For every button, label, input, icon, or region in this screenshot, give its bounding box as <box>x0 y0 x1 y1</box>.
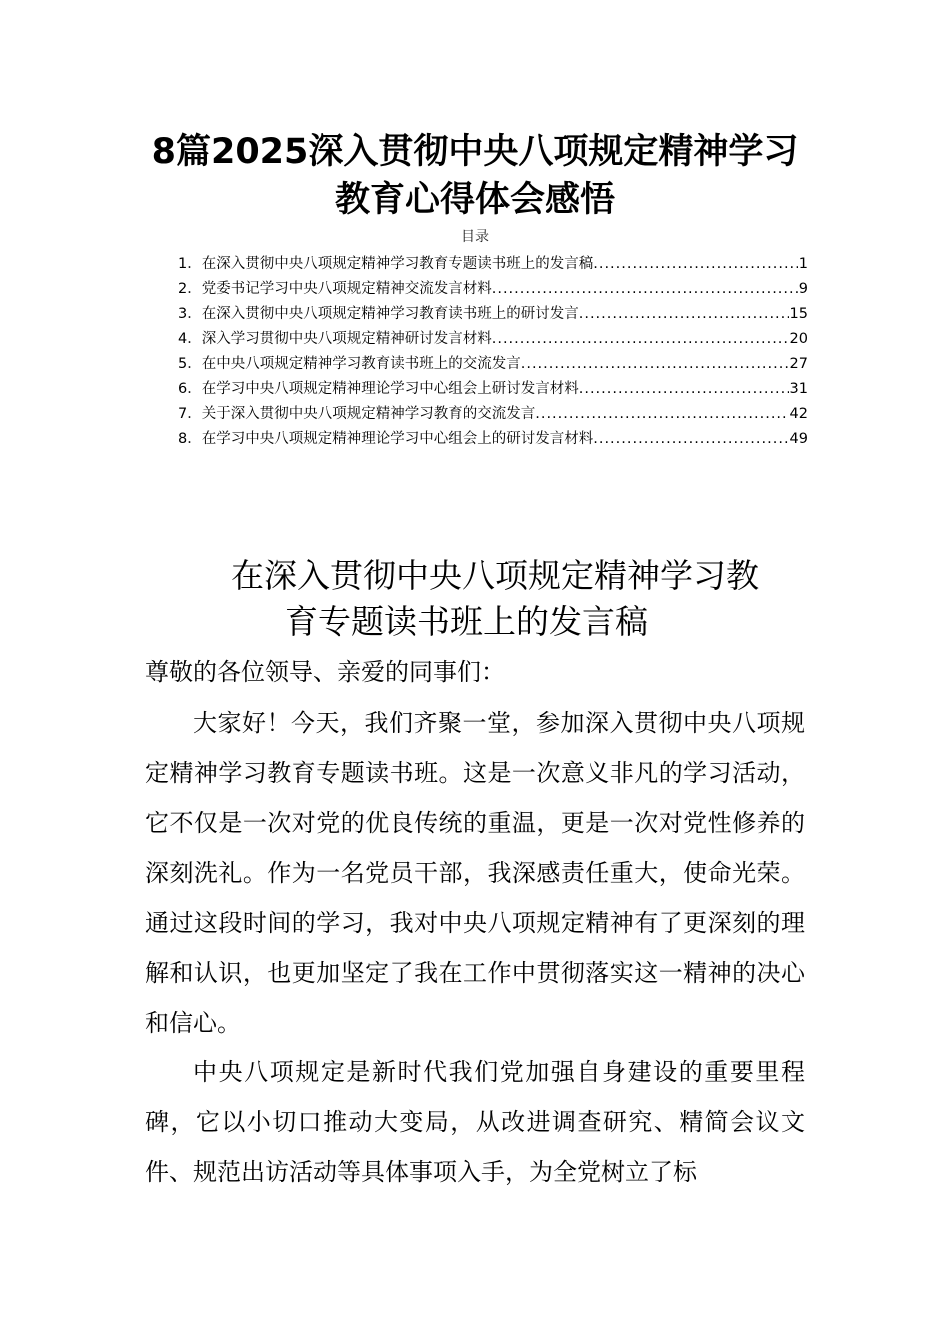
toc-item-number: 7． <box>178 406 202 422</box>
toc-leader <box>593 252 798 277</box>
toc-item-title: 在深入贯彻中央八项规定精神学习教育读书班上的研讨发言 <box>201 306 579 322</box>
toc-item-number: 8． <box>178 431 202 447</box>
toc-item-page: 42 <box>789 406 808 422</box>
toc-leader <box>521 352 789 377</box>
toc-item[interactable] <box>178 277 808 302</box>
section-title <box>145 553 805 645</box>
toc-item-page: 31 <box>789 381 808 397</box>
toc-item[interactable] <box>178 327 808 352</box>
toc-item-title: 党委书记学习中央八项规定精神交流发言材料 <box>201 281 492 297</box>
toc-leader <box>579 377 789 402</box>
toc-item-page: 1 <box>798 256 808 272</box>
table-of-contents <box>178 252 808 452</box>
section-title-line-2: 育专题读书班上的发言稿 <box>285 602 648 641</box>
toc-item-number: 1． <box>178 256 202 272</box>
body-paragraph: 大家好！今天，我们齐聚一堂，参加深入贯彻中央八项规定精神学习教育专题读书班。这是一次意义非凡的学习活动，它不仅是一次对党的优良传统的重温，更是一次对党性修养的深刻洗礼。作为一名党员干部，我深感责任重大，使命光荣。通过这段时间的学习，我对中央八项规定精神有了更深刻的理解和认识，也更加坚定了我在工作中贯彻落实这一精神的决心和信心。 <box>145 709 805 1037</box>
toc-item-number: 3． <box>178 306 202 322</box>
toc-item[interactable] <box>178 427 808 452</box>
toc-item-title: 关于深入贯彻中央八项规定精神学习教育的交流发言 <box>201 406 536 422</box>
toc-leader <box>579 302 789 327</box>
toc-item-page: 49 <box>789 431 808 447</box>
section-title-line-1: 在深入贯彻中央八项规定精神学习教 <box>231 556 759 595</box>
toc-item-title: 在学习中央八项规定精神理论学习中心组会上研讨发言材料 <box>201 381 579 397</box>
toc-item-page: 9 <box>798 281 808 297</box>
toc-leader <box>535 402 788 427</box>
toc-item-number: 2． <box>178 281 202 297</box>
toc-item-page: 15 <box>789 306 808 322</box>
toc-item-title: 在学习中央八项规定精神理论学习中心组会上的研讨发言材料 <box>201 431 594 447</box>
salutation: 尊敬的各位领导、亲爱的同事们： <box>145 658 505 686</box>
toc-heading: 目录 <box>461 229 489 245</box>
toc-item-title: 深入学习贯彻中央八项规定精神研讨发言材料 <box>201 331 492 347</box>
toc-item-number: 6． <box>178 381 202 397</box>
toc-item[interactable] <box>178 402 808 427</box>
toc-item-number: 5． <box>178 356 202 372</box>
toc-item-number: 4． <box>178 331 202 347</box>
toc-item[interactable] <box>178 377 808 402</box>
toc-leader <box>492 327 789 352</box>
toc-item[interactable] <box>178 302 808 327</box>
toc-leader <box>593 427 788 452</box>
toc-leader <box>492 277 798 302</box>
toc-item-title: 在中央八项规定精神学习教育读书班上的交流发言 <box>201 356 521 372</box>
toc-item-title: 在深入贯彻中央八项规定精神学习教育专题读书班上的发言稿 <box>201 256 594 272</box>
toc-item[interactable] <box>178 352 808 377</box>
toc-item-page: 20 <box>789 331 808 347</box>
toc-item[interactable] <box>178 252 808 277</box>
body-paragraph: 中央八项规定是新时代我们党加强自身建设的重要里程碑，它以小切口推动大变局，从改进调查研究、精简会议文件、规范出访活动等具体事项入手，为全党树立了标 <box>145 1058 805 1186</box>
document-title: 8篇2025深入贯彻中央八项规定精神学习教育心得体会感悟 <box>151 132 799 220</box>
toc-item-page: 27 <box>789 356 808 372</box>
